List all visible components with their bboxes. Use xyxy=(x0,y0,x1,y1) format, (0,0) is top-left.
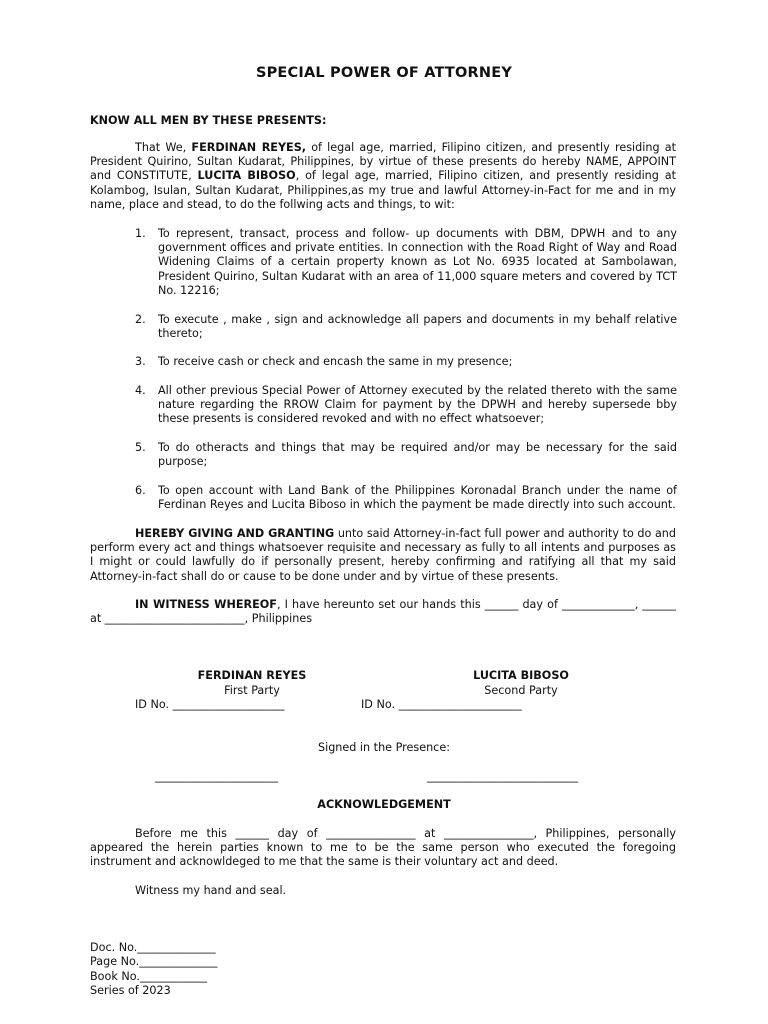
page-no: Page No.______________ xyxy=(90,955,218,968)
witness-seal: Witness my hand and seal. xyxy=(135,884,287,897)
item-text: To receive cash or check and encash the same in my presence; xyxy=(158,355,513,368)
witness-bold: IN WITNESS WHEREOF xyxy=(135,598,277,611)
series: Series of 2023 xyxy=(90,984,171,997)
granting-bold: HEREBY GIVING AND GRANTING xyxy=(135,527,335,540)
second-party-name: LUCITA BIBOSO xyxy=(473,669,569,682)
acknowledgement-paragraph: Before me this ______ day of ________________ at ________________, Philippines, personally appeared the herein parties known to me to be the same person who executed the foregoing instrument and acknowldeged to me that the same is their voluntary act and deed. xyxy=(90,827,676,869)
document-title: SPECIAL POWER OF ATTORNEY xyxy=(255,65,513,81)
signed-presence: Signed in the Presence: xyxy=(317,741,450,754)
item-number: 2. xyxy=(135,313,146,326)
acknowledgement-title: ACKNOWLEDGEMENT xyxy=(317,798,451,811)
witness-paragraph xyxy=(90,598,676,626)
attorney-name: LUCITA BIBOSO xyxy=(197,169,296,183)
item-text: To do otheracts and things that may be required and/or may be necessary for the said purpose; xyxy=(158,441,677,469)
witness-line-right: ___________________________ xyxy=(427,770,579,783)
intro-text-3: , of legal age, married, Filipino citizen, and presently residing at Kolambog, Isulan, Sultan Kudarat, Philippines,as my true and lawful Attorney-in-Fact for me and in my name, place and stead, to do the follwing acts and things, to wit: xyxy=(90,169,676,211)
item-number: 6. xyxy=(135,484,146,497)
granting-text: unto said Attorney-in-fact full power and authority to do and perform every act and things whatsoever requisite and necessary as fully to all intents and purposes as I might or could lawfully do if personally present, hereby confirming and ratifying all that my said Attorney-in-fact shall do or cause to be done under and by virtue of these presents. xyxy=(90,527,677,583)
witness-line-left: ______________________ xyxy=(155,770,279,783)
second-party-id: ID No. ______________________ xyxy=(361,698,522,711)
granting-paragraph xyxy=(90,527,676,584)
item-text: To open account with Land Bank of the Philippines Koronadal Branch under the name of Ferdinan Reyes and Lucita Biboso in which the payment be made directly into such account. xyxy=(158,484,677,512)
first-party-name: FERDINAN REYES xyxy=(197,669,307,682)
book-no: Book No.____________ xyxy=(90,970,208,983)
item-number: 5. xyxy=(135,441,146,454)
intro-text-2: of legal age, married, Filipino citizen, and presently residing at President Quirino, Sultan Kudarat, Philippines, by virtue of these presents do hereby NAME, APPOINT and CONSTITUTE, xyxy=(90,141,676,183)
item-text: To execute , make , sign and acknowledge all papers and documents in my behalf relative thereto; xyxy=(158,313,677,341)
intro-text-1: That We, xyxy=(135,141,192,154)
item-number: 1. xyxy=(135,227,146,240)
item-text: To represent, transact, process and follow- up documents with DBM, DPWH and to any government offices and private entities. In connection with the Road Right of Way and Road Widening Claims of a certain property known as Lot No. 6935 located at Sambolawan, President Quirino, Sultan Kudarat with an area of 11,000 square meters and covered by TCT No. 12216; xyxy=(158,227,677,297)
intro-paragraph xyxy=(90,141,676,212)
know-all-heading: KNOW ALL MEN BY THESE PRESENTS: xyxy=(90,114,327,127)
first-party-id: ID No. ____________________ xyxy=(135,698,285,711)
first-party-role: First Party xyxy=(224,684,280,697)
item-number: 4. xyxy=(135,384,146,397)
item-text: All other previous Special Power of Attorney executed by the related thereto with the same nature regarding the RROW Claim for payment by the DPWH and hereby supersede bby these presents is considered revoked and with no effect whatsoever; xyxy=(158,384,677,426)
principal-name: FERDINAN REYES, xyxy=(191,141,306,154)
doc-no: Doc. No.______________ xyxy=(90,941,216,954)
witness-text: , I have hereunto set our hands this ______ day of _____________, ______ at _________________________, Philippines xyxy=(90,598,676,626)
item-number: 3. xyxy=(135,355,146,368)
second-party-role: Second Party xyxy=(484,684,558,697)
